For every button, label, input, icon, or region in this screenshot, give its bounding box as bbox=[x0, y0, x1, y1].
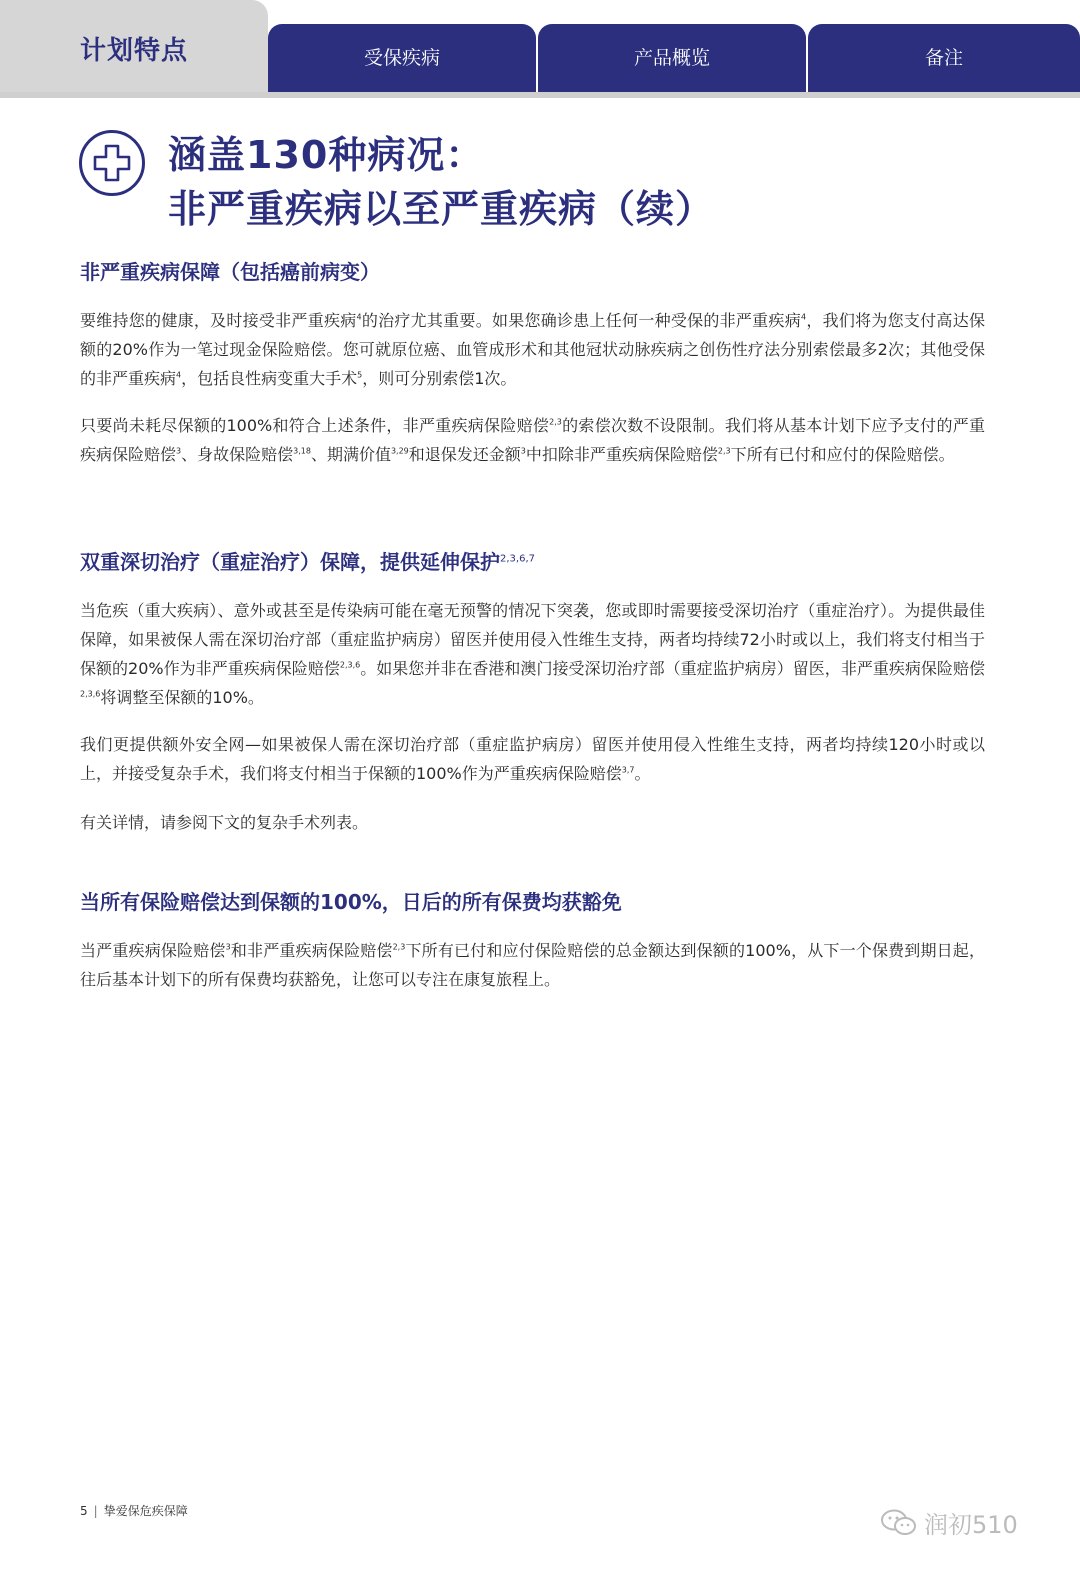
wechat-icon bbox=[880, 1508, 918, 1538]
section-heading-minor-illness: 非严重疾病保障（包括癌前病变） bbox=[80, 260, 380, 284]
tab-notes[interactable]: 备注 bbox=[808, 24, 1080, 92]
footer-doc-name: 挚爱保危疾保障 bbox=[103, 1504, 188, 1518]
tab-plan-features-label: 计划特点 bbox=[80, 36, 189, 66]
page-number: 5 bbox=[80, 1504, 88, 1518]
watermark bbox=[880, 1505, 1018, 1540]
page-footer bbox=[80, 1502, 188, 1519]
section-heading-premium-waiver: 当所有保险赔偿达到保额的100%，日后的所有保费均获豁免 bbox=[80, 890, 622, 914]
paragraph-icu-3: 有关详情，请参阅下文的复杂手术列表。 bbox=[80, 813, 369, 832]
tab-bar bbox=[0, 0, 1080, 100]
page-title-line1: 涵盖130种病况： bbox=[168, 133, 485, 177]
page-title-line2: 非严重疾病以至严重疾病（续） bbox=[168, 187, 715, 231]
watermark-text: 润初510 bbox=[924, 1511, 1018, 1539]
footer-separator: | bbox=[93, 1504, 98, 1518]
paragraph-icu-1: 当危疾（重大疾病）、意外或甚至是传染病可能在毫无预警的情况下突袭，您或即时需要接受深切治疗（重症治疗）。为提供最佳保障，如果被保人需在深切治疗部（重症监护病房）留医并使用侵入性维生支持，两者均持续72小时或以上，我们将支付相当于保额的20%作为非严重疾病保险赔偿$^{2,3,6}$。如果您并非在香港和澳门接受深切治疗部（重症监护病房）留医，非严重疾病保险赔偿$^{2,3,6}$将调整至保额的10%。 bbox=[80, 601, 985, 707]
paragraph-premium-waiver: 当严重疾病保险赔偿$^3$和非严重疾病保险赔偿$^{2,3}$下所有已付和应付保险赔偿的总金额达到保额的100%，从下一个保费到期日起，往后基本计划下的所有保费均获豁免，让您可以专注在康复旅程上。 bbox=[80, 941, 985, 989]
tab-plan-features[interactable] bbox=[0, 0, 268, 92]
tab-product-overview[interactable]: 产品概览 bbox=[538, 24, 806, 92]
paragraph-minor-illness-2: 只要尚未耗尽保额的100%和符合上述条件，非严重疾病保险赔偿$^{2,3}$的索偿次数不设限制。我们将从基本计划下应予支付的严重疾病保险赔偿$^3$、身故保险赔偿$^{3,18}$、期满价值$^{3,29}$和退保发还金额$^3$中扣除非严重疾病保险赔偿$^{2,3}$下所有已付和应付的保险赔偿。 bbox=[80, 416, 985, 464]
medical-cross-icon bbox=[79, 130, 145, 196]
section-heading-icu: 双重深切治疗（重症治疗）保障，提供延伸保护$^{2,3,6,7}$ bbox=[80, 550, 535, 574]
paragraph-minor-illness-1: 要维持您的健康，及时接受非严重疾病$^4$的治疗尤其重要。如果您确诊患上任何一种受保的非严重疾病$^4$，我们将为您支付高达保额的20%作为一笔过现金保险赔偿。您可就原位癌、血管成形术和其他冠状动脉疾病之创伤性疗法分别索偿最多2次；其他受保的非严重疾病$^4$，包括良性病变重大手术$^5$，则可分别索偿1次。 bbox=[80, 311, 985, 388]
page-title bbox=[168, 128, 714, 236]
tab-covered-illnesses[interactable]: 受保疾病 bbox=[268, 24, 536, 92]
tab-bar-divider bbox=[0, 92, 1080, 98]
paragraph-icu-2: 我们更提供额外安全网—如果被保人需在深切治疗部（重症监护病房）留医并使用侵入性维生支持，两者均持续120小时或以上，并接受复杂手术，我们将支付相当于保额的100%作为严重疾病保险赔偿$^{3,7}$。 bbox=[80, 735, 985, 783]
